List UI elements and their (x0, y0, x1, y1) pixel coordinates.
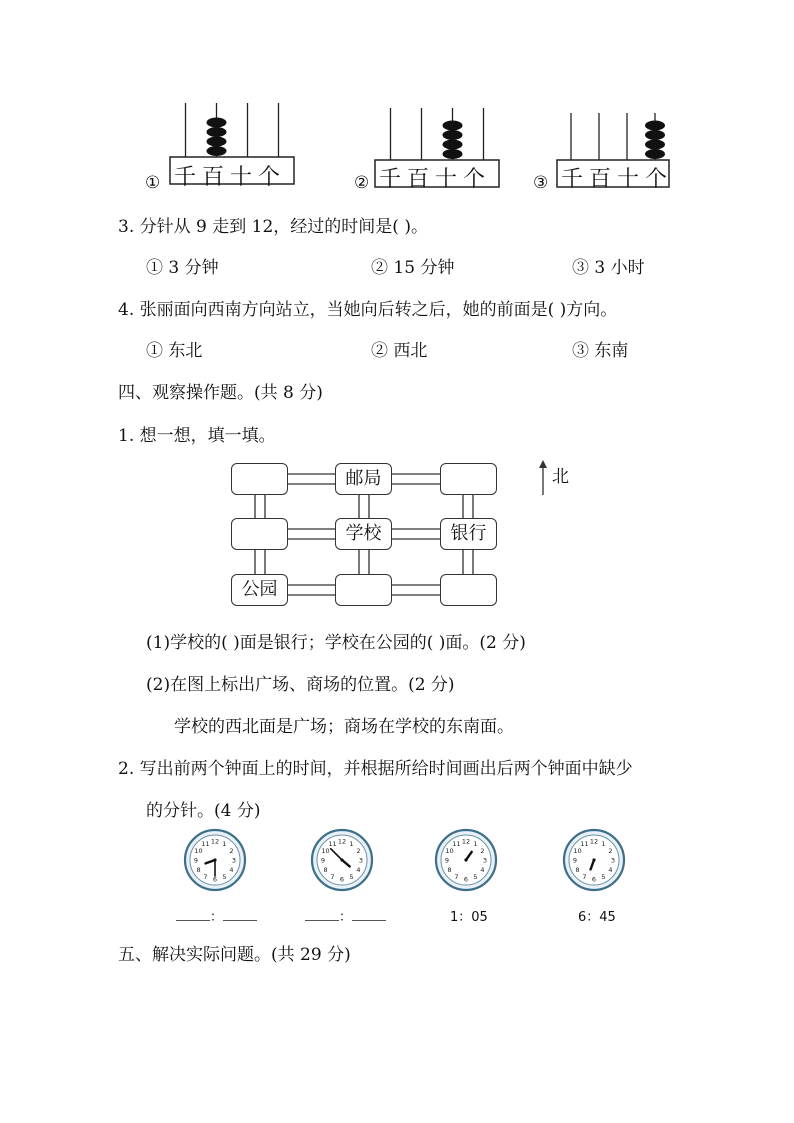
clock-numeral: 11 (580, 840, 589, 849)
clock-label-4: 6：45 (578, 910, 616, 925)
north-label: 北 (552, 467, 569, 487)
map-cell-8 (335, 574, 392, 606)
map-cell-bank: 银行 (440, 518, 497, 550)
clock-numeral: 2 (356, 847, 361, 855)
question-3: 3. 分针从 9 走到 12，经过的时间是( )。 (118, 217, 428, 237)
clock-numeral: 7 (203, 872, 208, 881)
map-cell-9 (440, 574, 497, 606)
clock-numeral: 12 (589, 837, 599, 846)
clock-numeral: 11 (201, 840, 210, 849)
clock-numeral: 8 (323, 866, 328, 874)
clock-numeral: 9 (193, 856, 199, 865)
abacus-label-1: 千百十个 (174, 165, 287, 190)
clock-numeral: 1 (349, 840, 354, 849)
question-4: 4. 张丽面向西南方向站立，当她向后转之后，她的前面是( )方向。 (118, 300, 618, 320)
q3-option-3: ③ 3 小时 (572, 258, 645, 278)
clock-numeral: 2 (229, 847, 234, 855)
clock-numeral: 7 (454, 872, 459, 881)
clock-numeral: 3 (231, 856, 237, 865)
q4-option-1: ① 东北 (146, 341, 203, 361)
clock-numeral: 3 (482, 856, 488, 865)
clock-numeral: 1 (222, 840, 227, 849)
clock-numeral: 5 (473, 872, 478, 881)
clock-answer-2[interactable]: ： (305, 906, 386, 925)
map-cell-post-office: 邮局 (335, 463, 392, 495)
section-5-title: 五、解决实际问题。(共 29 分) (118, 945, 351, 965)
q4-option-3: ③ 东南 (572, 341, 629, 361)
abacus-marker-3: ③ (533, 173, 549, 193)
clock-numeral: 8 (575, 866, 580, 874)
clock-center (464, 858, 467, 861)
s4-question-2-line-2: 的分针。(4 分) (146, 801, 261, 821)
clock-numeral: 3 (610, 856, 616, 865)
clock-numeral: 10 (194, 847, 203, 855)
clock-numeral: 5 (222, 872, 227, 881)
clock-numeral: 5 (349, 872, 354, 881)
clock-numeral: 12 (337, 837, 347, 846)
section-4-title: 四、观察操作题。(共 8 分) (118, 383, 323, 403)
clock-numeral: 1 (601, 840, 606, 849)
clock-numeral: 10 (445, 847, 454, 855)
clock-numeral: 8 (447, 866, 452, 874)
clock-numeral: 12 (210, 837, 220, 846)
clock-numeral: 4 (480, 866, 485, 874)
clock-numeral: 6 (212, 875, 218, 884)
clock-center (592, 858, 595, 861)
clock-numeral: 7 (330, 872, 335, 881)
abacus-label-3: 千百十个 (561, 167, 674, 192)
clock-numeral: 6 (591, 875, 597, 884)
clock-numeral: 10 (573, 847, 582, 855)
clock-faces (0, 820, 794, 900)
q3-option-2: ② 15 分钟 (371, 258, 455, 278)
clock-numeral: 12 (461, 837, 471, 846)
s4q1-sub-2: (2)在图上标出广场、商场的位置。(2 分) (146, 675, 455, 695)
map-cell-1 (231, 463, 288, 495)
q4-option-2: ② 西北 (371, 341, 428, 361)
clock-center (340, 858, 343, 861)
clock-numeral: 5 (601, 872, 606, 881)
q3-option-1: ① 3 分钟 (146, 258, 219, 278)
map-cell-school: 学校 (335, 518, 392, 550)
clock-numeral: 7 (582, 872, 587, 881)
map-cell-4 (231, 518, 288, 550)
abacus-marker-1: ① (145, 173, 161, 193)
clock-numeral: 6 (463, 875, 469, 884)
clock-numeral: 9 (444, 856, 450, 865)
clock-numeral: 10 (321, 847, 330, 855)
map-cell-park: 公园 (231, 574, 288, 606)
clock-numeral: 2 (608, 847, 613, 855)
abacus-marker-2: ② (354, 173, 370, 193)
clock-numeral: 1 (473, 840, 478, 849)
clock-numeral: 4 (229, 866, 234, 874)
s4q1-sub-1: (1)学校的( )面是银行；学校在公园的( )面。(2 分) (146, 633, 526, 653)
s4-question-1: 1. 想一想，填一填。 (118, 426, 276, 446)
clock-numeral: 2 (480, 847, 485, 855)
clock-numeral: 8 (196, 866, 201, 874)
north-arrow-icon (539, 460, 547, 468)
s4q1-hint: 学校的西北面是广场；商场在学校的东南面。 (174, 717, 514, 737)
clock-numeral: 4 (608, 866, 613, 874)
clock-numeral: 6 (339, 875, 345, 884)
s4-question-2-line-1: 2. 写出前两个钟面上的时间，并根据所给时间画出后两个钟面中缺少 (118, 759, 633, 779)
clock-answer-1[interactable]: ： (176, 906, 257, 925)
clock-numeral: 9 (320, 856, 326, 865)
clock-numeral: 4 (356, 866, 361, 874)
abacus-label-2: 千百十个 (379, 167, 492, 192)
map-cell-3 (440, 463, 497, 495)
clock-numeral: 3 (358, 856, 364, 865)
clock-label-3: 1：05 (450, 910, 488, 925)
clock-numeral: 11 (328, 840, 337, 849)
clock-numeral: 11 (452, 840, 461, 849)
clock-numeral: 9 (572, 856, 578, 865)
clock-center (213, 858, 216, 861)
